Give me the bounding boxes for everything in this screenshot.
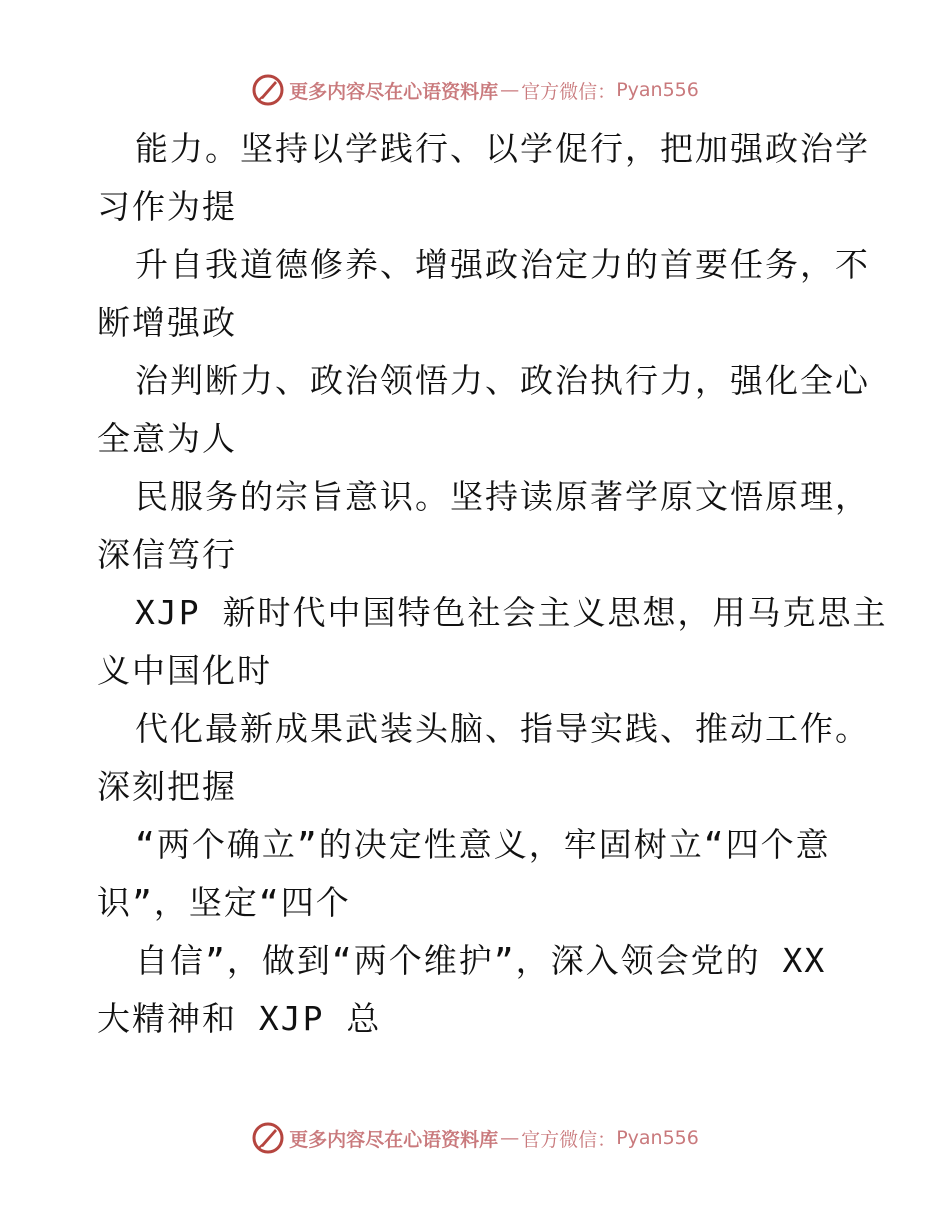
quill-logo-icon (251, 1121, 285, 1155)
body-line: 自信”，做到“两个维护”，深入领会党的 XX (135, 941, 827, 980)
document-body (97, 120, 888, 1048)
body-line: “两个确立”的决定性意义，牢固树立“四个意 (135, 825, 831, 864)
body-line: 民服务的宗旨意识。坚持读原著学原文悟原理， (135, 477, 870, 516)
body-line: 深信笃行 (97, 535, 237, 574)
watermark-label: 官方微信： (521, 80, 617, 103)
watermark-dash: — (500, 79, 520, 101)
watermark-label: 官方微信： (521, 1128, 617, 1151)
watermark-id: Pyan556 (616, 1127, 699, 1149)
body-line: 义中国化时 (97, 651, 272, 690)
body-line: 治判断力、政治领悟力、政治执行力，强化全心 (135, 361, 870, 400)
header-watermark (0, 70, 950, 110)
body-line: 习作为提 (97, 187, 237, 226)
watermark-dash: — (500, 1127, 520, 1149)
body-line: 升自我道德修养、增强政治定力的首要任务，不 (135, 245, 870, 284)
body-line: 全意为人 (97, 419, 237, 458)
body-line: XJP 新时代中国特色社会主义思想，用马克思主 (135, 593, 888, 632)
body-line: 断增强政 (97, 303, 237, 342)
body-line: 识”，坚定“四个 (97, 883, 351, 922)
body-line: 大精神和 XJP 总 (97, 999, 382, 1038)
body-line: 能力。坚持以学践行、以学促行，把加强政治学 (135, 129, 870, 168)
body-line: 深刻把握 (97, 767, 237, 806)
watermark-id: Pyan556 (616, 79, 699, 101)
body-line: 代化最新成果武装头脑、指导实践、推动工作。 (135, 709, 870, 748)
quill-logo-icon (251, 73, 285, 107)
watermark-brand: 更多内容尽在心语资料库 (289, 80, 499, 103)
watermark-brand: 更多内容尽在心语资料库 (289, 1128, 499, 1151)
footer-watermark (0, 1118, 950, 1158)
